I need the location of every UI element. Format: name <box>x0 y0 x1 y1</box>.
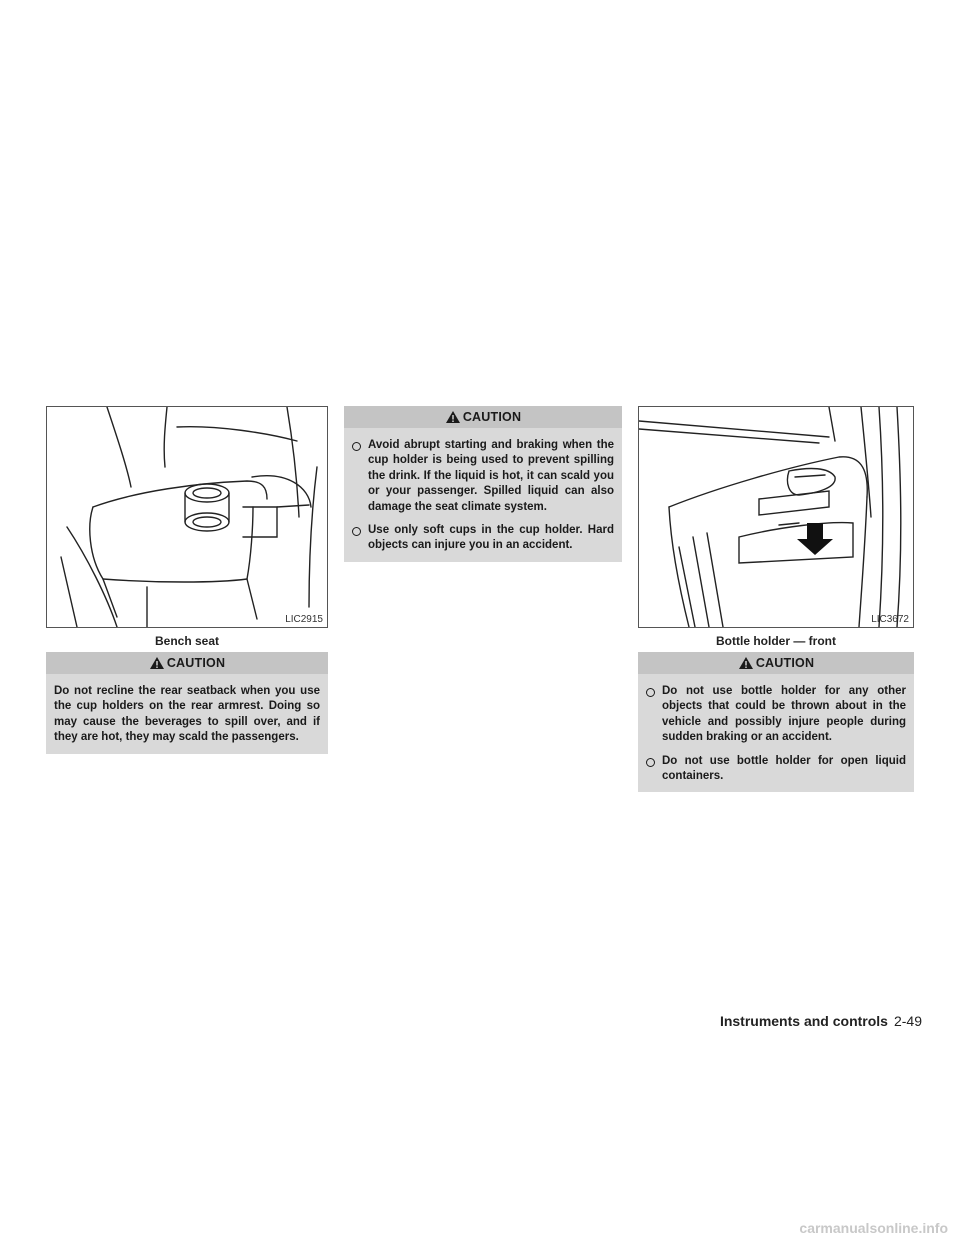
caution-title: CAUTION <box>166 656 226 670</box>
warning-triangle-icon <box>445 410 461 424</box>
ring-bullet-icon <box>352 527 361 536</box>
caution-list <box>352 438 614 554</box>
page-number: 2-49 <box>893 1013 922 1029</box>
ring-bullet-icon <box>646 758 655 767</box>
caution-box-recline <box>46 652 328 754</box>
figure-code: LIC2915 <box>285 614 323 625</box>
caution-title: CAUTION <box>755 656 815 670</box>
list-item: Do not use bottle holder for open liquid containers. <box>646 754 906 785</box>
caution-box-cup-holder <box>344 406 622 562</box>
arrow-down-icon <box>797 523 833 555</box>
caution-title: CAUTION <box>462 410 522 424</box>
section-title: Instruments and controls <box>719 1013 888 1029</box>
caution-list <box>646 684 906 784</box>
warning-triangle-icon <box>149 656 165 670</box>
list-item: Avoid abrupt starting and braking when the cup holder is being used to prevent spilling the drink. If the liquid is hot, it can scald you or your passenger. Spilled liquid can also damage the seat climate system. <box>352 438 614 515</box>
bottle-holder-figure <box>638 406 914 628</box>
caution-header <box>638 652 914 674</box>
figure-caption-bottle-holder: Bottle holder — front <box>716 634 836 648</box>
list-item: Do not use bottle holder for any other objects that could be thrown about in the vehicle and possibly injure people during sudden braking or an accident. <box>646 684 906 746</box>
bench-seat-figure <box>46 406 328 628</box>
watermark: carmanualsonline.info <box>799 1220 948 1236</box>
figure-caption-bench-seat: Bench seat <box>154 634 220 648</box>
page-footer <box>720 1013 922 1029</box>
caution-header <box>46 652 328 674</box>
caution-header <box>344 406 622 428</box>
list-item: Use only soft cups in the cup holder. Hard objects can injure you in an accident. <box>352 523 614 554</box>
bench-seat-illustration <box>47 407 327 627</box>
ring-bullet-icon <box>646 688 655 697</box>
figure-code: LIC3672 <box>871 614 909 625</box>
caution-text: Do not recline the rear seatback when you use the cup holders on the rear armrest. Doing so may cause the beverages to spill over, and if they are hot, they may scald the passengers. <box>54 685 320 744</box>
bottle-holder-illustration <box>639 407 913 627</box>
ring-bullet-icon <box>352 442 361 451</box>
caution-box-bottle-holder <box>638 652 914 792</box>
warning-triangle-icon <box>738 656 754 670</box>
